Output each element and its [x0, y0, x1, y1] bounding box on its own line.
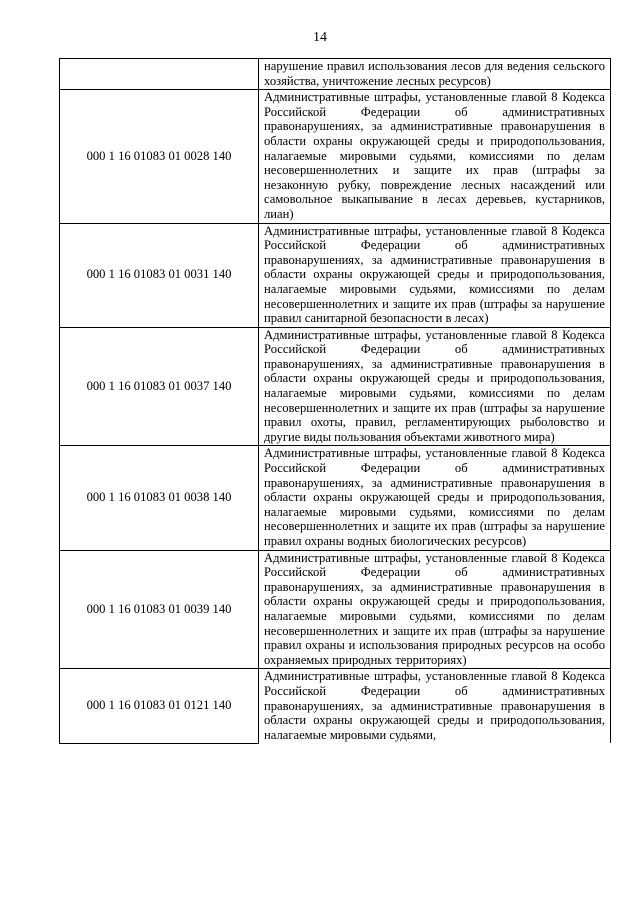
code-cell: 000 1 16 01083 01 0039 140 — [60, 550, 259, 669]
code-cell: 000 1 16 01083 01 0121 140 — [60, 669, 259, 743]
table-row — [60, 223, 611, 327]
description-cell: Административные штрафы, установленные главой 8 Кодекса Российской Федерации об административных правонарушениях, за административные правонарушения в области охраны окружающей среды и природопользования, налагаемые мировыми судьями, — [259, 669, 611, 743]
description-cell: Административные штрафы, установленные главой 8 Кодекса Российской Федерации об административных правонарушениях, за административные правонарушения в области охраны окружающей среды и природопользования, налагаемые мировыми судьями, комиссиями по делам несовершеннолетних и защите их прав (штрафы за нарушение правил охраны и использования природных ресурсов на особо охраняемых природных территориях) — [259, 550, 611, 669]
code-cell: 000 1 16 01083 01 0031 140 — [60, 223, 259, 327]
page-number: 14 — [313, 30, 327, 45]
budget-codes-table — [59, 58, 611, 744]
code-cell: 000 1 16 01083 01 0038 140 — [60, 446, 259, 550]
description-cell: Административные штрафы, установленные главой 8 Кодекса Российской Федерации об административных правонарушениях, за административные правонарушения в области охраны окружающей среды и природопользования, налагаемые мировыми судьями, комиссиями по делам несовершеннолетних и защите их прав (штрафы за нарушение правил охраны водных биологических ресурсов) — [259, 446, 611, 550]
table-row — [60, 446, 611, 550]
code-cell: 000 1 16 01083 01 0037 140 — [60, 327, 259, 446]
table-row — [60, 59, 611, 90]
code-cell: 000 1 16 01083 01 0028 140 — [60, 90, 259, 223]
description-cell: Административные штрафы, установленные главой 8 Кодекса Российской Федерации об административных правонарушениях, за административные правонарушения в области охраны окружающей среды и природопользования, налагаемые мировыми судьями, комиссиями по делам несовершеннолетних и защите их прав (штрафы за незаконную рубку, повреждение лесных насаждений или самовольное выкапывание в лесах деревьев, кустарников, лиан) — [259, 90, 611, 223]
table-row — [60, 327, 611, 446]
table-row — [60, 550, 611, 669]
description-cell: Административные штрафы, установленные главой 8 Кодекса Российской Федерации об административных правонарушениях, за административные правонарушения в области охраны окружающей среды и природопользования, налагаемые мировыми судьями, комиссиями по делам несовершеннолетних и защите их прав (штрафы за нарушение правил охоты, правил, регламентирующих рыболовство и другие виды пользования объектами животного мира) — [259, 327, 611, 446]
description-cell: нарушение правил использования лесов для ведения сельского хозяйства, уничтожение лесных ресурсов) — [259, 59, 611, 90]
code-cell — [60, 59, 259, 90]
table-row — [60, 90, 611, 223]
description-cell: Административные штрафы, установленные главой 8 Кодекса Российской Федерации об административных правонарушениях, за административные правонарушения в области охраны окружающей среды и природопользования, налагаемые мировыми судьями, комиссиями по делам несовершеннолетних и защите их прав (штрафы за нарушение правил санитарной безопасности в лесах) — [259, 223, 611, 327]
table-row — [60, 669, 611, 743]
